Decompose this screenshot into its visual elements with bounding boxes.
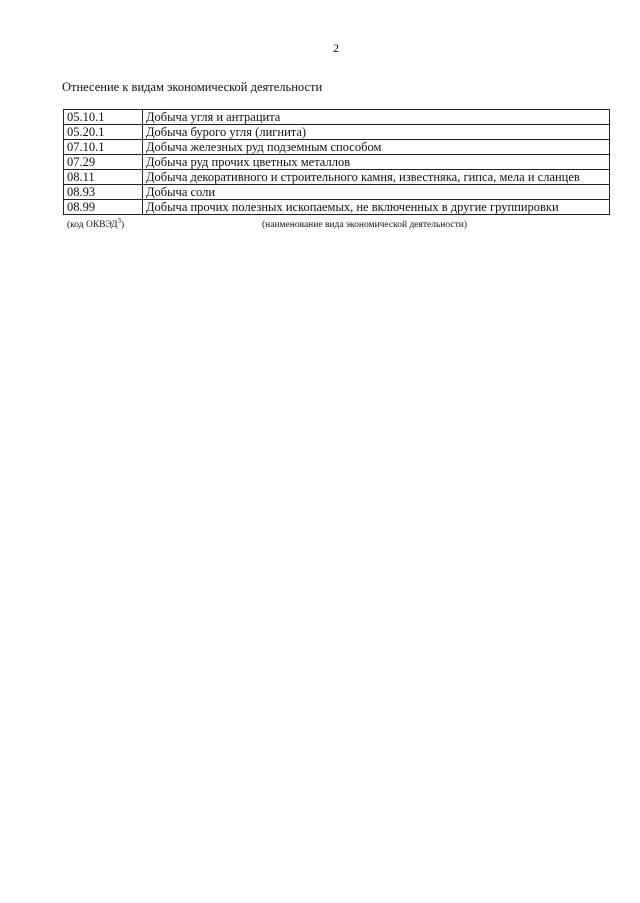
activity-name-cell: Добыча соли	[143, 185, 610, 200]
page-number: 2	[333, 41, 339, 55]
okved-code-cell: 08.99	[64, 200, 143, 215]
okved-table	[63, 109, 610, 215]
activity-name-cell: Добыча декоративного и строительного камня, известняка, гипса, мела и сланцев	[143, 170, 610, 185]
activity-name-cell: Добыча бурого угля (лигнита)	[143, 125, 610, 140]
activity-name-cell: Добыча угля и антрацита	[143, 110, 610, 125]
section-title: Отнесение к видам экономической деятельности	[62, 80, 323, 94]
table-row	[64, 125, 610, 140]
okved-code-cell: 07.10.1	[64, 140, 143, 155]
okved-code-caption-prefix: (код ОКВЭД	[67, 220, 118, 230]
table-row	[64, 155, 610, 170]
okved-code-cell: 05.10.1	[64, 110, 143, 125]
okved-code-cell: 05.20.1	[64, 125, 143, 140]
activity-name-cell: Добыча прочих полезных ископаемых, не включенных в другие группировки	[143, 200, 610, 215]
activity-name-caption: (наименование вида экономической деятельности)	[262, 220, 467, 230]
table-row	[64, 200, 610, 215]
table-row	[64, 110, 610, 125]
okved-code-caption	[67, 216, 125, 230]
okved-code-cell: 07.29	[64, 155, 143, 170]
okved-code-cell: 08.93	[64, 185, 143, 200]
table-row	[64, 170, 610, 185]
okved-code-caption-suffix: )	[120, 220, 125, 230]
table-row	[64, 140, 610, 155]
table-row	[64, 185, 610, 200]
activity-name-cell: Добыча железных руд подземным способом	[143, 140, 610, 155]
footnote-marker: 3	[117, 216, 121, 225]
okved-code-cell: 08.11	[64, 170, 143, 185]
activity-name-cell: Добыча руд прочих цветных металлов	[143, 155, 610, 170]
